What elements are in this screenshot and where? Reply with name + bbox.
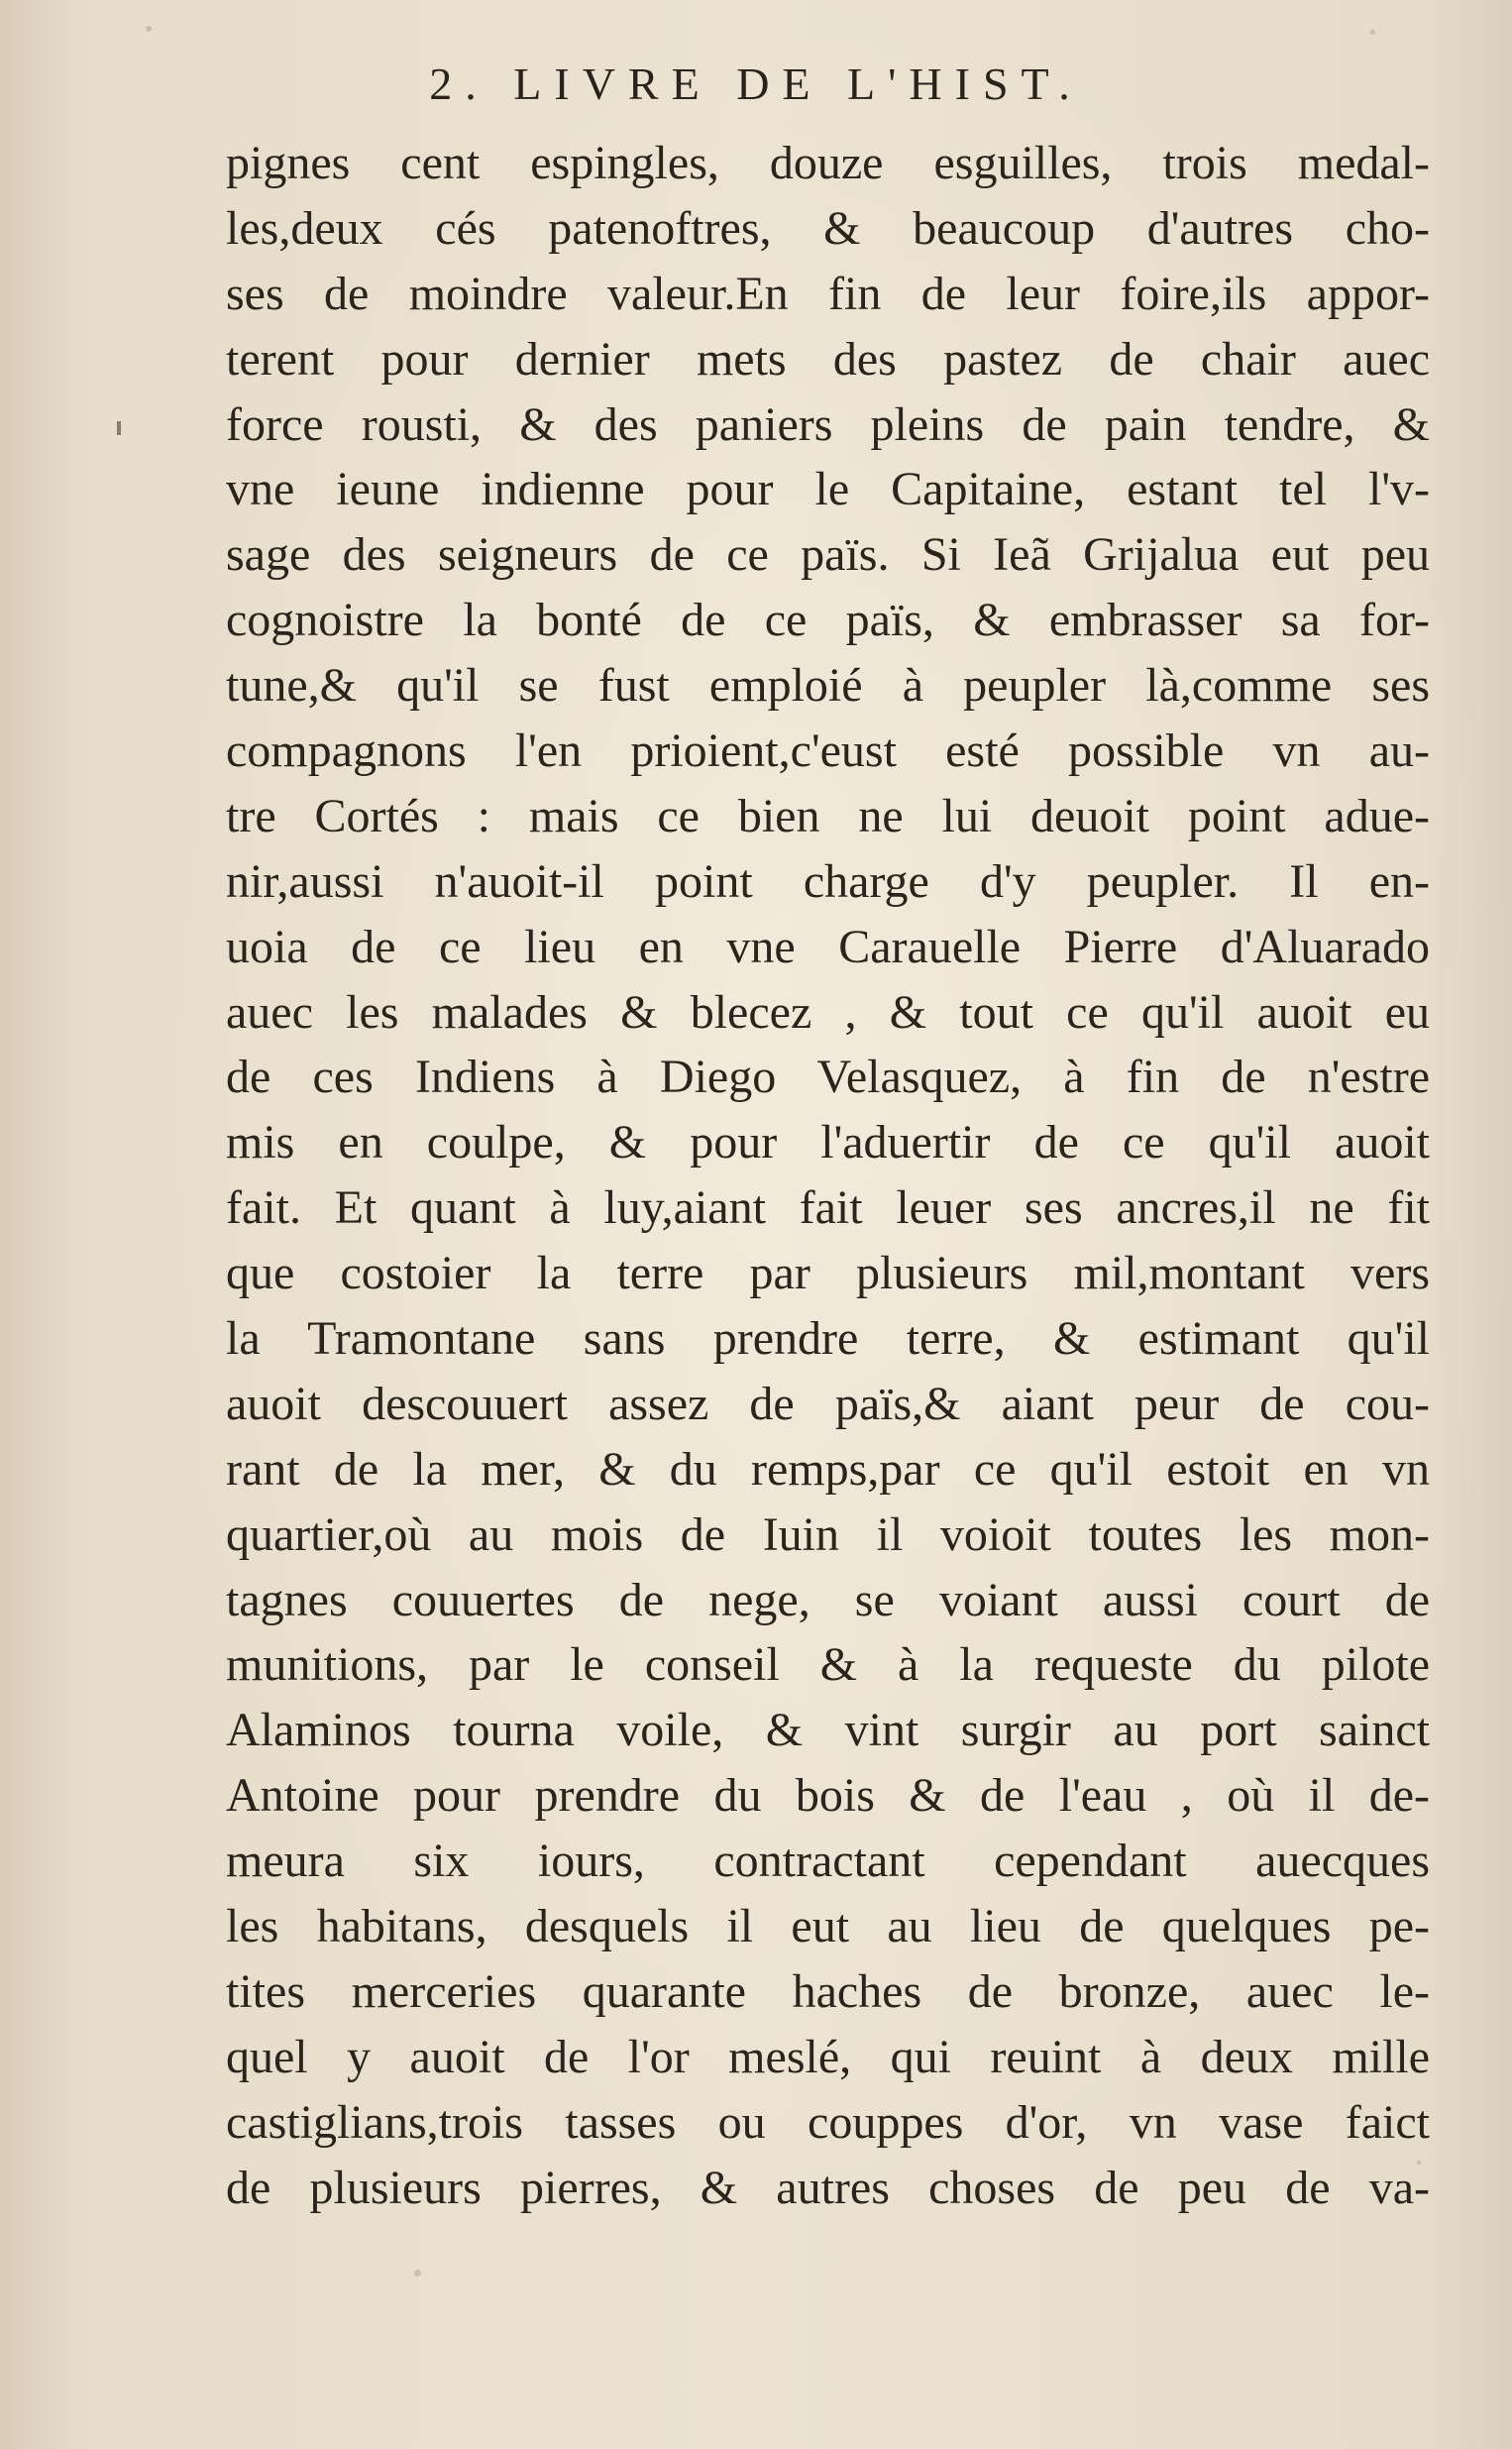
- text-line: tre Cortés : mais ce bien ne lui deuoit point adue-: [226, 789, 1430, 842]
- text-line: de ces Indiens à Diego Velasquez, à fin de n'estre: [226, 1051, 1430, 1104]
- text-line: auoit descouuert assez de païs,& aiant peur de cou-: [226, 1377, 1430, 1430]
- text-line: les,deux cés patenoftres, & beaucoup d'autres cho-: [226, 201, 1430, 255]
- body-text: [226, 131, 1430, 2221]
- text-line: ses de moindre valeur.En fin de leur foire,ils appor-: [226, 267, 1430, 320]
- running-head: 2. LIVRE DE L'HIST.: [429, 58, 1083, 109]
- ink-speck: [414, 2270, 421, 2277]
- ink-speck: [146, 26, 152, 32]
- text-line: de plusieurs pierres, & autres choses de peu de va-: [226, 2161, 1430, 2214]
- text-line: terent pour dernier mets des pastez de chair auec: [226, 332, 1430, 386]
- text-line: tune,& qu'il se fust emploié à peupler là,comme ses: [226, 659, 1430, 713]
- text-line: nir,aussi n'auoit-il point charge d'y peupler. Il en-: [226, 854, 1430, 908]
- text-line: compagnons l'en prioient,c'eust esté possible vn au-: [226, 724, 1430, 778]
- text-line: Antoine pour prendre du bois & de l'eau , où il de-: [226, 1769, 1430, 1823]
- text-line: auec les malades & blecez , & tout ce qu'il auoit eu: [226, 985, 1430, 1039]
- text-line: cognoistre la bonté de ce païs, & embrasser sa for-: [226, 594, 1430, 647]
- ink-speck: [1370, 30, 1375, 35]
- text-line: castiglians,trois tasses ou couppes d'or, vn vase faict: [226, 2095, 1430, 2149]
- text-line: munitions, par le conseil & à la requeste du pilote: [226, 1638, 1430, 1692]
- margin-mark: [117, 421, 121, 435]
- text-line: quartier,où au mois de Iuin il voioit toutes les mon-: [226, 1507, 1430, 1561]
- text-line: force rousti, & des paniers pleins de pain tendre, &: [226, 397, 1430, 451]
- text-line: tagnes couuertes de nege, se voiant aussi court de: [226, 1573, 1430, 1626]
- text-line: vne ieune indienne pour le Capitaine, estant tel l'v-: [226, 463, 1430, 516]
- text-line: tites merceries quarante haches de bronze, auec le-: [226, 1964, 1430, 2018]
- text-line: Alaminos tourna voile, & vint surgir au port sainct: [226, 1704, 1430, 1757]
- text-line: mis en coulpe, & pour l'aduertir de ce qu'il auoit: [226, 1116, 1430, 1169]
- text-line: quel y auoit de l'or meslé, qui reuint à deux mille: [226, 2030, 1430, 2083]
- text-line: sage des seigneurs de ce païs. Si Ieã Grijalua eut peu: [226, 528, 1430, 582]
- text-line: que costoier la terre par plusieurs mil,montant vers: [226, 1247, 1430, 1300]
- text-line: meura six iours, contractant cependant auecques: [226, 1835, 1430, 1888]
- text-line: la Tramontane sans prendre terre, & estimant qu'il: [226, 1312, 1430, 1366]
- text-line: fait. Et quant à luy,aiant fait leuer ses ancres,il ne fit: [226, 1181, 1430, 1235]
- text-line: les habitans, desquels il eut au lieu de quelques pe-: [226, 1900, 1430, 1953]
- text-line: rant de la mer, & du remps,par ce qu'il estoit en vn: [226, 1442, 1430, 1496]
- text-line: uoia de ce lieu en vne Carauelle Pierre d'Aluarado: [226, 920, 1430, 973]
- text-line: pignes cent espingles, douze esguilles, trois medal-: [226, 137, 1430, 189]
